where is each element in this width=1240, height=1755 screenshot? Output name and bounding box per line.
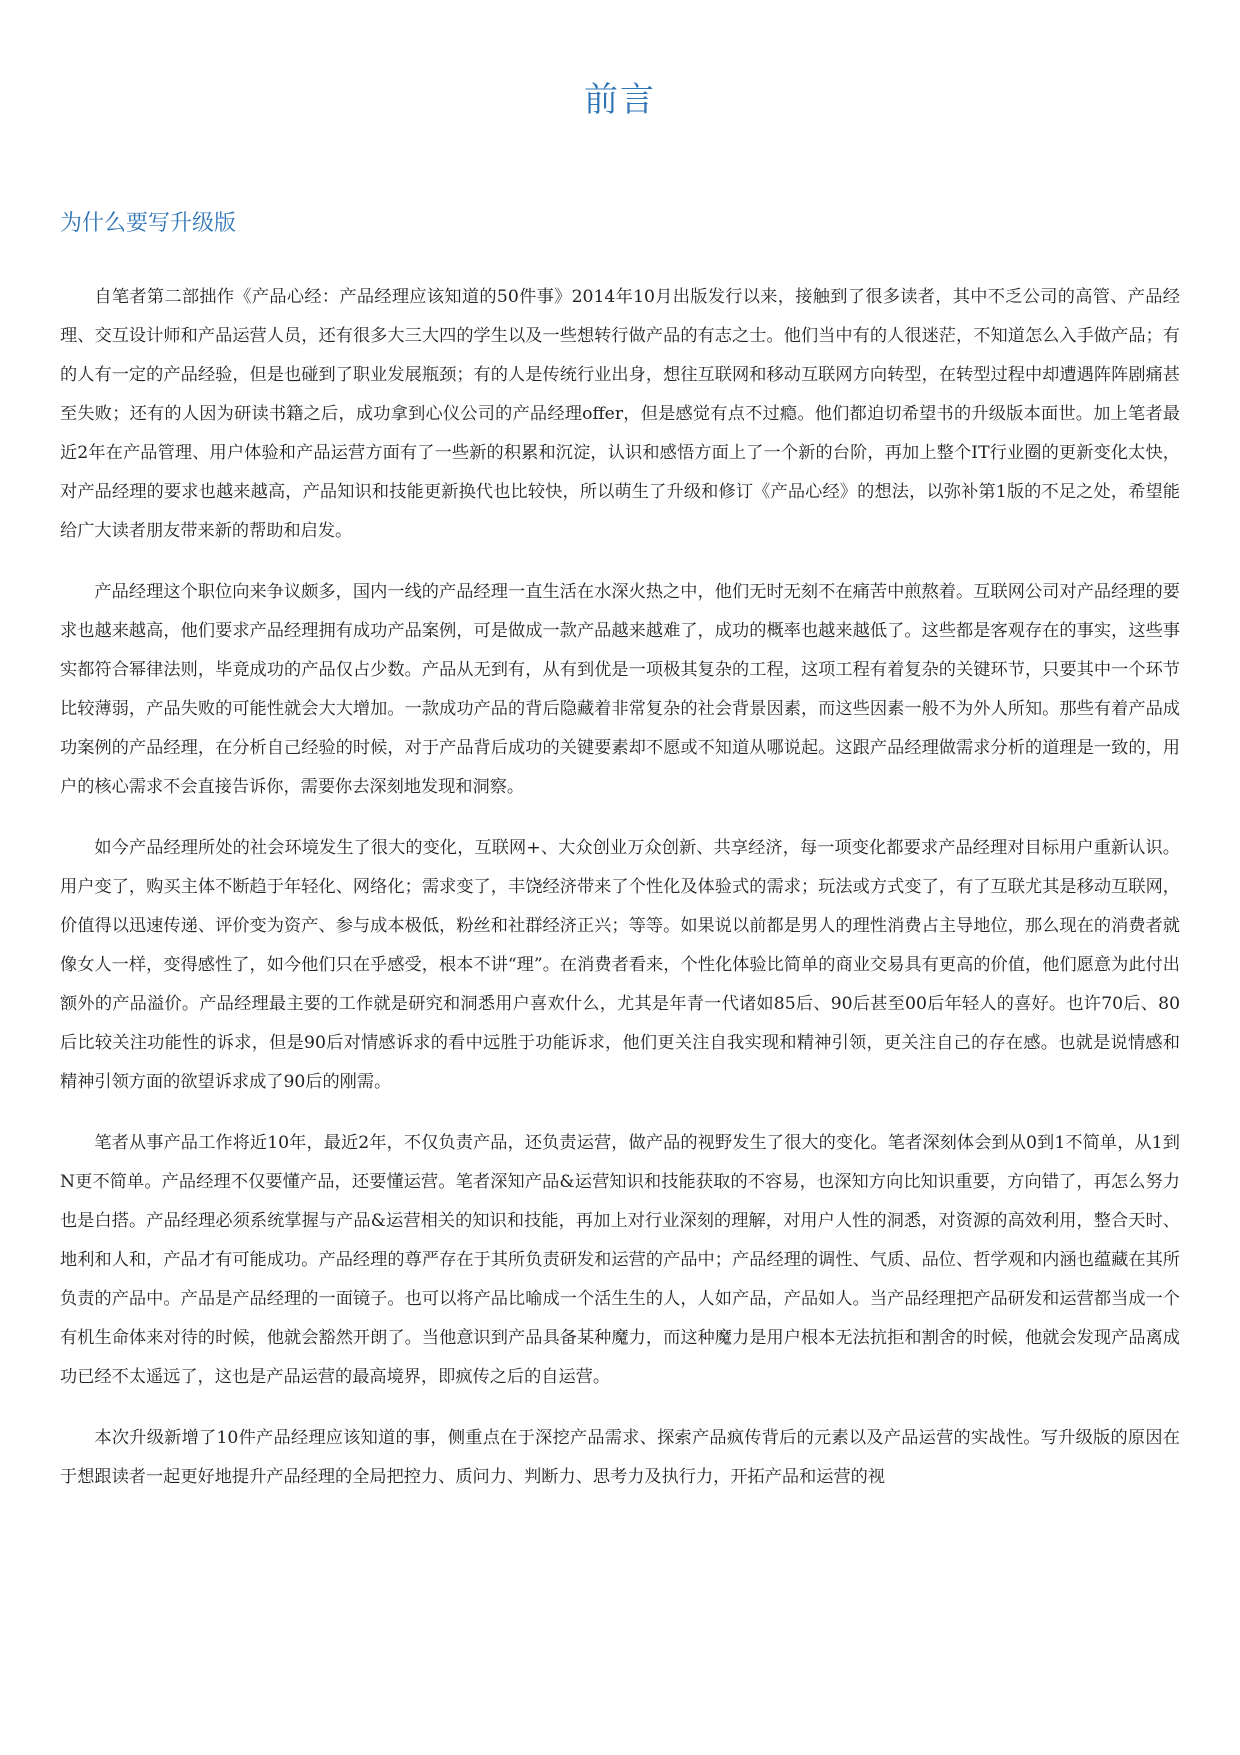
paragraph-4: 笔者从事产品工作将近10年，最近2年，不仅负责产品，还负责运营，做产品的视野发生了很大的变化。笔者深刻体会到从0到1不简单，从1到N更不简单。产品经理不仅要懂产品，还要懂运营。笔者深知产品&运营知识和技能获取的不容易，也深知方向比知识重要，方向错了，再怎么努力也是白搭。产品经理必须系统掌握与产品&运营相关的知识和技能，再加上对行业深刻的理解，对用户人性的洞悉，对资源的高效利用，整合天时、地利和人和，产品才有可能成功。产品经理的尊严存在于其所负责研发和运营的产品中；产品经理的调性、气质、品位、哲学观和内涵也蕴藏在其所负责的产品中。产品是产品经理的一面镜子。也可以将产品比喻成一个活生生的人，人如产品，产品如人。当产品经理把产品研发和运营都当成一个有机生命体来对待的时候，他就会豁然开朗了。当他意识到产品具备某种魔力，而这种魔力是用户根本无法抗拒和割舍的时候，他就会发现产品离成功已经不太遥远了，这也是产品运营的最高境界，即疯传之后的自运营。 [60,1133,1180,1387]
page-title: 前言 [584,80,656,120]
paragraph-2: 产品经理这个职位向来争议颇多，国内一线的产品经理一直生活在水深火热之中，他们无时无刻不在痛苦中煎熬着。互联网公司对产品经理的要求也越来越高，他们要求产品经理拥有成功产品案例，可是做成一款产品越来越难了，成功的概率也越来越低了。这些都是客观存在的事实，这些事实都符合幂律法则，毕竟成功的产品仅占少数。产品从无到有，从有到优是一项极其复杂的工程，这项工程有着复杂的关键环节，只要其中一个环节比较薄弱，产品失败的可能性就会大大增加。一款成功产品的背后隐藏着非常复杂的社会背景因素，而这些因素一般不为外人所知。那些有着产品成功案例的产品经理，在分析自己经验的时候，对于产品背后成功的关键要素却不愿或不知道从哪说起。这跟产品经理做需求分析的道理是一致的，用户的核心需求不会直接告诉你，需要你去深刻地发现和洞察。 [60,582,1180,797]
paragraph-3: 如今产品经理所处的社会环境发生了很大的变化，互联网+、大众创业万众创新、共享经济，每一项变化都要求产品经理对目标用户重新认识。用户变了，购买主体不断趋于年轻化、网络化；需求变了，丰饶经济带来了个性化及体验式的需求；玩法或方式变了，有了互联尤其是移动互联网，价值得以迅速传递、评价变为资产、参与成本极低，粉丝和社群经济正兴；等等。如果说以前都是男人的理性消费占主导地位，那么现在的消费者就像女人一样，变得感性了，如今他们只在乎感受，根本不讲“理”。在消费者看来，个性化体验比简单的商业交易具有更高的价值，他们愿意为此付出额外的产品溢价。产品经理最主要的工作就是研究和洞悉用户喜欢什么，尤其是年青一代诸如85后、90后甚至00后年轻人的喜好。也许70后、80后比较关注功能性的诉求，但是90后对情感诉求的看中远胜于功能诉求，他们更关注自我实现和精神引领，更关注自己的存在感。也就是说情感和精神引领方面的欲望诉求成了90后的刚需。 [60,838,1180,1092]
paragraph-5: 本次升级新增了10件产品经理应该知道的事，侧重点在于深挖产品需求、探索产品疯传背后的元素以及产品运营的实战性。写升级版的原因在于想跟读者一起更好地提升产品经理的全局把控力、质问力、判断力、思考力及执行力，开拓产品和运营的视 [60,1428,1180,1487]
section-heading: 为什么要写升级版 [60,211,237,236]
paragraph-1: 自笔者第二部拙作《产品心经：产品经理应该知道的50件事》2014年10月出版发行以来，接触到了很多读者，其中不乏公司的高管、产品经理、交互设计师和产品运营人员，还有很多大三大四的学生以及一些想转行做产品的有志之士。他们当中有的人很迷茫，不知道怎么入手做产品；有的人有一定的产品经验，但是也碰到了职业发展瓶颈；有的人是传统行业出身，想往互联网和移动互联网方向转型，在转型过程中却遭遇阵阵剧痛甚至失败；还有的人因为研读书籍之后，成功拿到心仪公司的产品经理offer，但是感觉有点不过瘾。他们都迫切希望书的升级版本面世。加上笔者最近2年在产品管理、用户体验和产品运营方面有了一些新的积累和沉淀，认识和感悟方面上了一个新的台阶，再加上整个IT行业圈的更新变化太快，对产品经理的要求也越来越高，产品知识和技能更新换代也比较快，所以萌生了升级和修订《产品心经》的想法，以弥补第1版的不足之处，希望能给广大读者朋友带来新的帮助和启发。 [60,287,1180,541]
body-text [60,278,1180,1519]
